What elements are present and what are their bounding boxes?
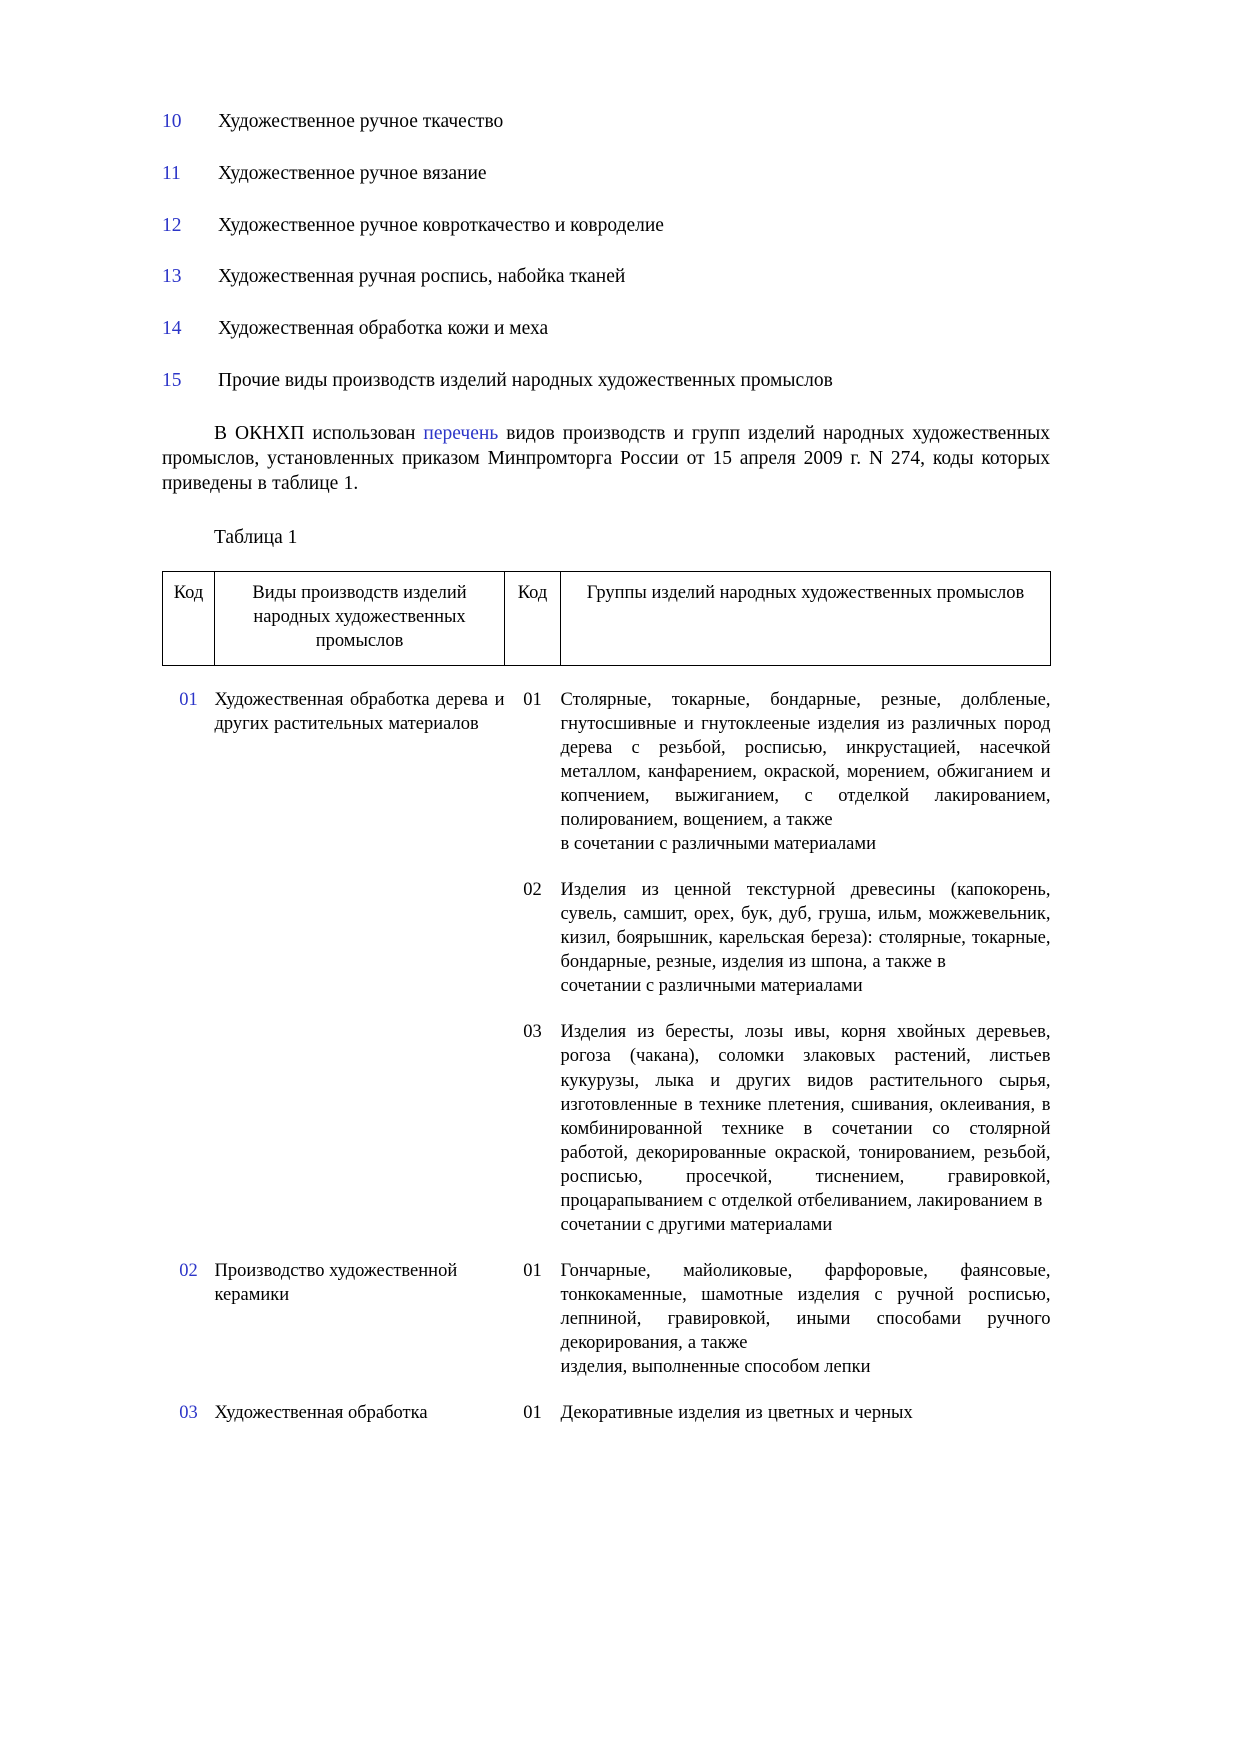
row-type: Производство художественной керамики — [214, 1260, 458, 1305]
table-row-spacer — [163, 1379, 1051, 1401]
group-code: 01 — [523, 1403, 542, 1424]
table-row — [163, 688, 1051, 856]
group-text-body: Изделия из бересты, лозы ивы, корня хвойных деревьев, рогоза (чакана), соломки злаковых растений, листьев кукурузы, лыка и других видов растительного сырья, изготовленные в технике плетения, сшивания, оклеивания, в комбинированной технике в сочетании со столярной работой, декорированные окраской, тонированием, резьбой, росписью, просечкой, тиснением, гравировкой, процарапыванием с отделкой отбеливанием, лакированием в — [560, 1022, 1051, 1211]
table-row-spacer — [163, 1237, 1051, 1259]
table-body — [163, 665, 1051, 1425]
table-row-spacer — [163, 856, 1051, 878]
row-type-empty — [215, 1020, 505, 1236]
list-item — [162, 214, 1050, 238]
table-caption: Таблица 1 — [214, 526, 298, 548]
list-item-number: 15 — [162, 369, 182, 391]
column-header-code-type: Код — [163, 571, 215, 665]
list-item-label: Прочие виды производств изделий народных художественных промыслов — [218, 369, 833, 391]
list-item-number: 11 — [162, 162, 181, 184]
list-item-number: 12 — [162, 214, 182, 236]
list-item-label: Художественное ручное ковроткачество и ковроделие — [218, 214, 664, 236]
list-item-label: Художественное ручное вязание — [218, 162, 487, 184]
list-item — [162, 110, 1050, 134]
group-text — [561, 1259, 1051, 1379]
row-code: 03 — [179, 1403, 198, 1424]
list-item — [162, 317, 1050, 341]
group-text-body: Изделия из ценной текстурной древесины (капокорень, сувель, самшит, орех, бук, дуб, груша, ильм, можжевельник, кизил, боярышник, карельская береза): столярные, токарные, бондарные, резные, изделия из шпона, а также в — [560, 880, 1051, 973]
list-item-label: Художественная обработка кожи и меха — [218, 318, 549, 340]
list-item — [162, 162, 1050, 186]
row-type-empty — [215, 878, 505, 998]
group-text-lastline: изделия, выполненные способом лепки — [560, 1357, 871, 1378]
group-text-lastline: в сочетании с различными материалами — [560, 834, 876, 855]
group-text — [561, 1401, 1051, 1425]
group-code: 01 — [523, 689, 542, 710]
table-row — [163, 878, 1051, 998]
row-code-empty — [163, 878, 215, 998]
codes-table — [162, 571, 1051, 1425]
group-text-lastline: сочетании с различными материалами — [560, 976, 863, 997]
intro-text-after: видов производств и групп изделий народных художественных промыслов, установленных приказом Минпромторга России от 15 апреля 2009 г. N 274, коды которых приведены в таблице 1. — [162, 422, 1050, 495]
column-header-group: Группы изделий народных художественных промыслов — [561, 571, 1051, 665]
list-item-number: 13 — [162, 266, 182, 288]
intro-text-before: В ОКНХП использован — [214, 422, 424, 444]
table-header-row — [163, 571, 1051, 665]
row-code: 02 — [179, 1260, 198, 1281]
group-text-body: Декоративные изделия из цветных и черных — [560, 1403, 913, 1424]
group-text-body: Столярные, токарные, бондарные, резные, долбленые, гнутосшивные и гнутоклееные изделия из различных пород дерева с резьбой, росписью, инкрустацией, насечкой металлом, канфарением, окраской, морением, обжиганием и копчением, выжиганием, с отделкой лакированием, полированием, вощением, а также — [560, 689, 1051, 831]
group-code: 03 — [523, 1022, 542, 1043]
list-item-label: Художественная ручная роспись, набойка тканей — [218, 266, 626, 288]
intro-paragraph — [162, 421, 1050, 497]
group-text — [561, 878, 1051, 998]
list-item — [162, 369, 1050, 393]
table-row-spacer — [163, 998, 1051, 1020]
perechen-link[interactable]: перечень — [423, 422, 499, 444]
group-text — [561, 688, 1051, 856]
table-row — [163, 1401, 1051, 1425]
row-type: Художественная обработка дерева и других растительных материалов — [214, 689, 505, 734]
row-code: 01 — [179, 689, 198, 710]
table-row-spacer — [163, 665, 1051, 688]
group-text-lastline: сочетании с другими материалами — [560, 1214, 833, 1235]
group-text — [561, 1020, 1051, 1236]
row-code-empty — [163, 1020, 215, 1236]
column-header-type: Виды производств изделий народных художественных промыслов — [215, 571, 505, 665]
list-item-number: 14 — [162, 318, 182, 340]
group-code: 01 — [523, 1260, 542, 1281]
list-item-label: Художественное ручное ткачество — [218, 111, 504, 132]
list-item — [162, 265, 1050, 289]
list-item-number: 10 — [162, 111, 182, 132]
column-header-code-group: Код — [505, 571, 561, 665]
row-type: Художественная обработка — [214, 1403, 428, 1424]
table-row — [163, 1020, 1051, 1236]
table-header — [163, 571, 1051, 665]
table-row — [163, 1259, 1051, 1379]
group-code: 02 — [523, 880, 542, 901]
numbered-list — [162, 110, 1050, 393]
group-text-body: Гончарные, майоликовые, фарфоровые, фаянсовые, тонкокаменные, шамотные изделия с ручной росписью, лепниной, гравировкой, иными способами ручного декорирования, а также — [560, 1260, 1051, 1353]
